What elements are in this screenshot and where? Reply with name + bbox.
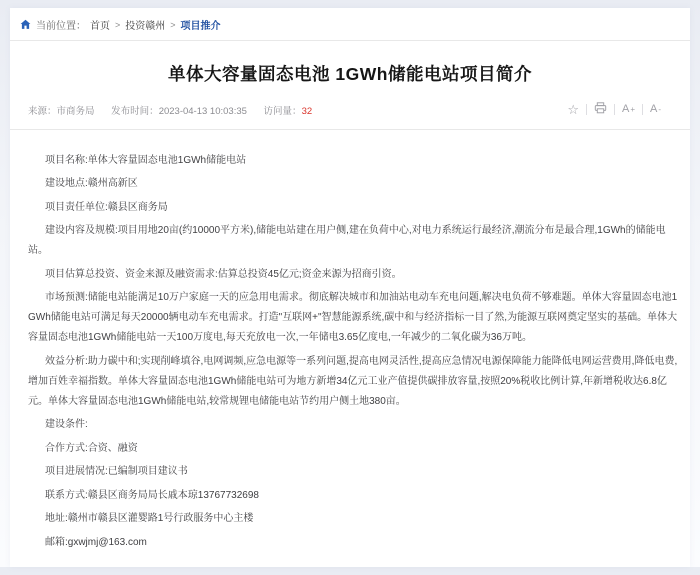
font-decrease-icon: A	[650, 104, 657, 115]
article-paragraph-project-name: 项目名称:单体大容量固态电池1GWh储能电站	[28, 151, 678, 171]
meta-visits	[264, 106, 313, 117]
article-meta	[28, 103, 326, 117]
meta-source	[28, 106, 95, 117]
article-body	[10, 130, 690, 566]
breadcrumb-separator: >	[115, 20, 120, 30]
content-card	[10, 8, 690, 567]
meta-visits-count: 32	[302, 106, 313, 117]
article-meta-row	[10, 102, 690, 130]
article-paragraph-market-forecast: 市场预测:储能电站能满足10万户家庭一天的应急用电需求。彻底解决城市和加油站电动车充电问题,解决电负荷不够难题。单体大容量固态电池1GWh储能电站可满足每天20000辆电动车充电需求。打造"互联网+"智慧能源系统,碳中和与经济指标一目了然,为能源互联网奠定坚实的基础。单体大容量固态电池1GWh储能电站一天100万度电,每天充放电一次,一年储电3.65亿度电,一年减少的二氧化碳为36万吨。	[28, 288, 678, 348]
article-paragraph-responsible-unit: 项目责任单位:赣县区商务局	[28, 198, 678, 218]
article-paragraph-progress: 项目进展情况:已编制项目建议书	[28, 462, 678, 482]
article-paragraph-contact: 联系方式:赣县区商务局局长戚本琼13767732698	[28, 486, 678, 506]
breadcrumb-current-project-promotion[interactable]: 项目推介	[181, 17, 221, 32]
article-paragraph-benefit-analysis: 效益分析:助力碳中和;实现削峰填谷,电网调频,应急电源等一系列问题,提高电网灵活性,提高应急情况电源保障能力能降低电网运营费用,降低电费,增加百姓幸福指数。单体大容量固态电池1GWh储能电站可为地方新增34亿元工业产值提供碳排放容量,按照20%税收比例计算,年新增税收达6.8亿元。单体大容量固态电池1GWh储能电站,较常规锂电储能电站节约用户侧土地380亩。	[28, 352, 678, 412]
breadcrumb-link-home[interactable]: 首页	[90, 17, 110, 32]
article-paragraph-investment: 项目估算总投资、资金来源及融资需求:估算总投资45亿元;资金来源为招商引资。	[28, 265, 678, 285]
breadcrumb-location-label: 当前位置：	[36, 17, 86, 32]
breadcrumb-separator: >	[170, 20, 175, 30]
font-increase-button[interactable]	[615, 104, 642, 115]
star-icon: ☆	[567, 103, 579, 116]
page-title: 单体大容量固态电池 1GWh储能电站项目简介	[40, 62, 660, 86]
font-increase-icon: A	[622, 104, 629, 115]
meta-publish-label: 发布时间：	[111, 106, 159, 117]
breadcrumb	[10, 8, 690, 41]
article-paragraph-cooperation-mode: 合作方式:合资、融资	[28, 439, 678, 459]
article-paragraph-scale: 建设内容及规模:项目用地20亩(约10000平方米),储能电站建在用户侧,建在负荷中心,对电力系统运行最经济,潮流分布是最合理,1GWh的储能电站。	[28, 221, 678, 261]
meta-source-value: 市商务局	[57, 106, 95, 117]
article-paragraph-location: 建设地点:赣州高新区	[28, 174, 678, 194]
plus-sign: +	[630, 106, 635, 114]
article-paragraph-construction-conditions: 建设条件:	[28, 415, 678, 435]
article-paragraph-address: 地址:赣州市赣县区灌婴路1号行政服务中心主楼	[28, 509, 678, 529]
breadcrumb-link-invest-ganzhou[interactable]: 投资赣州	[125, 17, 165, 32]
article-paragraph-email: 邮箱:gxwjmj@163.com	[28, 533, 678, 553]
font-decrease-button[interactable]	[643, 104, 668, 115]
favorite-button[interactable]	[560, 103, 586, 116]
article-toolbar	[560, 102, 668, 117]
meta-source-label: 来源：	[28, 106, 57, 117]
minus-sign: -	[658, 106, 661, 114]
printer-icon	[594, 102, 607, 117]
meta-publish-value: 2023-04-13 10:03:35	[159, 106, 247, 117]
meta-visits-label: 访问量：	[264, 106, 302, 117]
meta-publish-time	[111, 106, 247, 117]
print-button[interactable]	[587, 102, 614, 117]
home-icon	[20, 19, 31, 30]
